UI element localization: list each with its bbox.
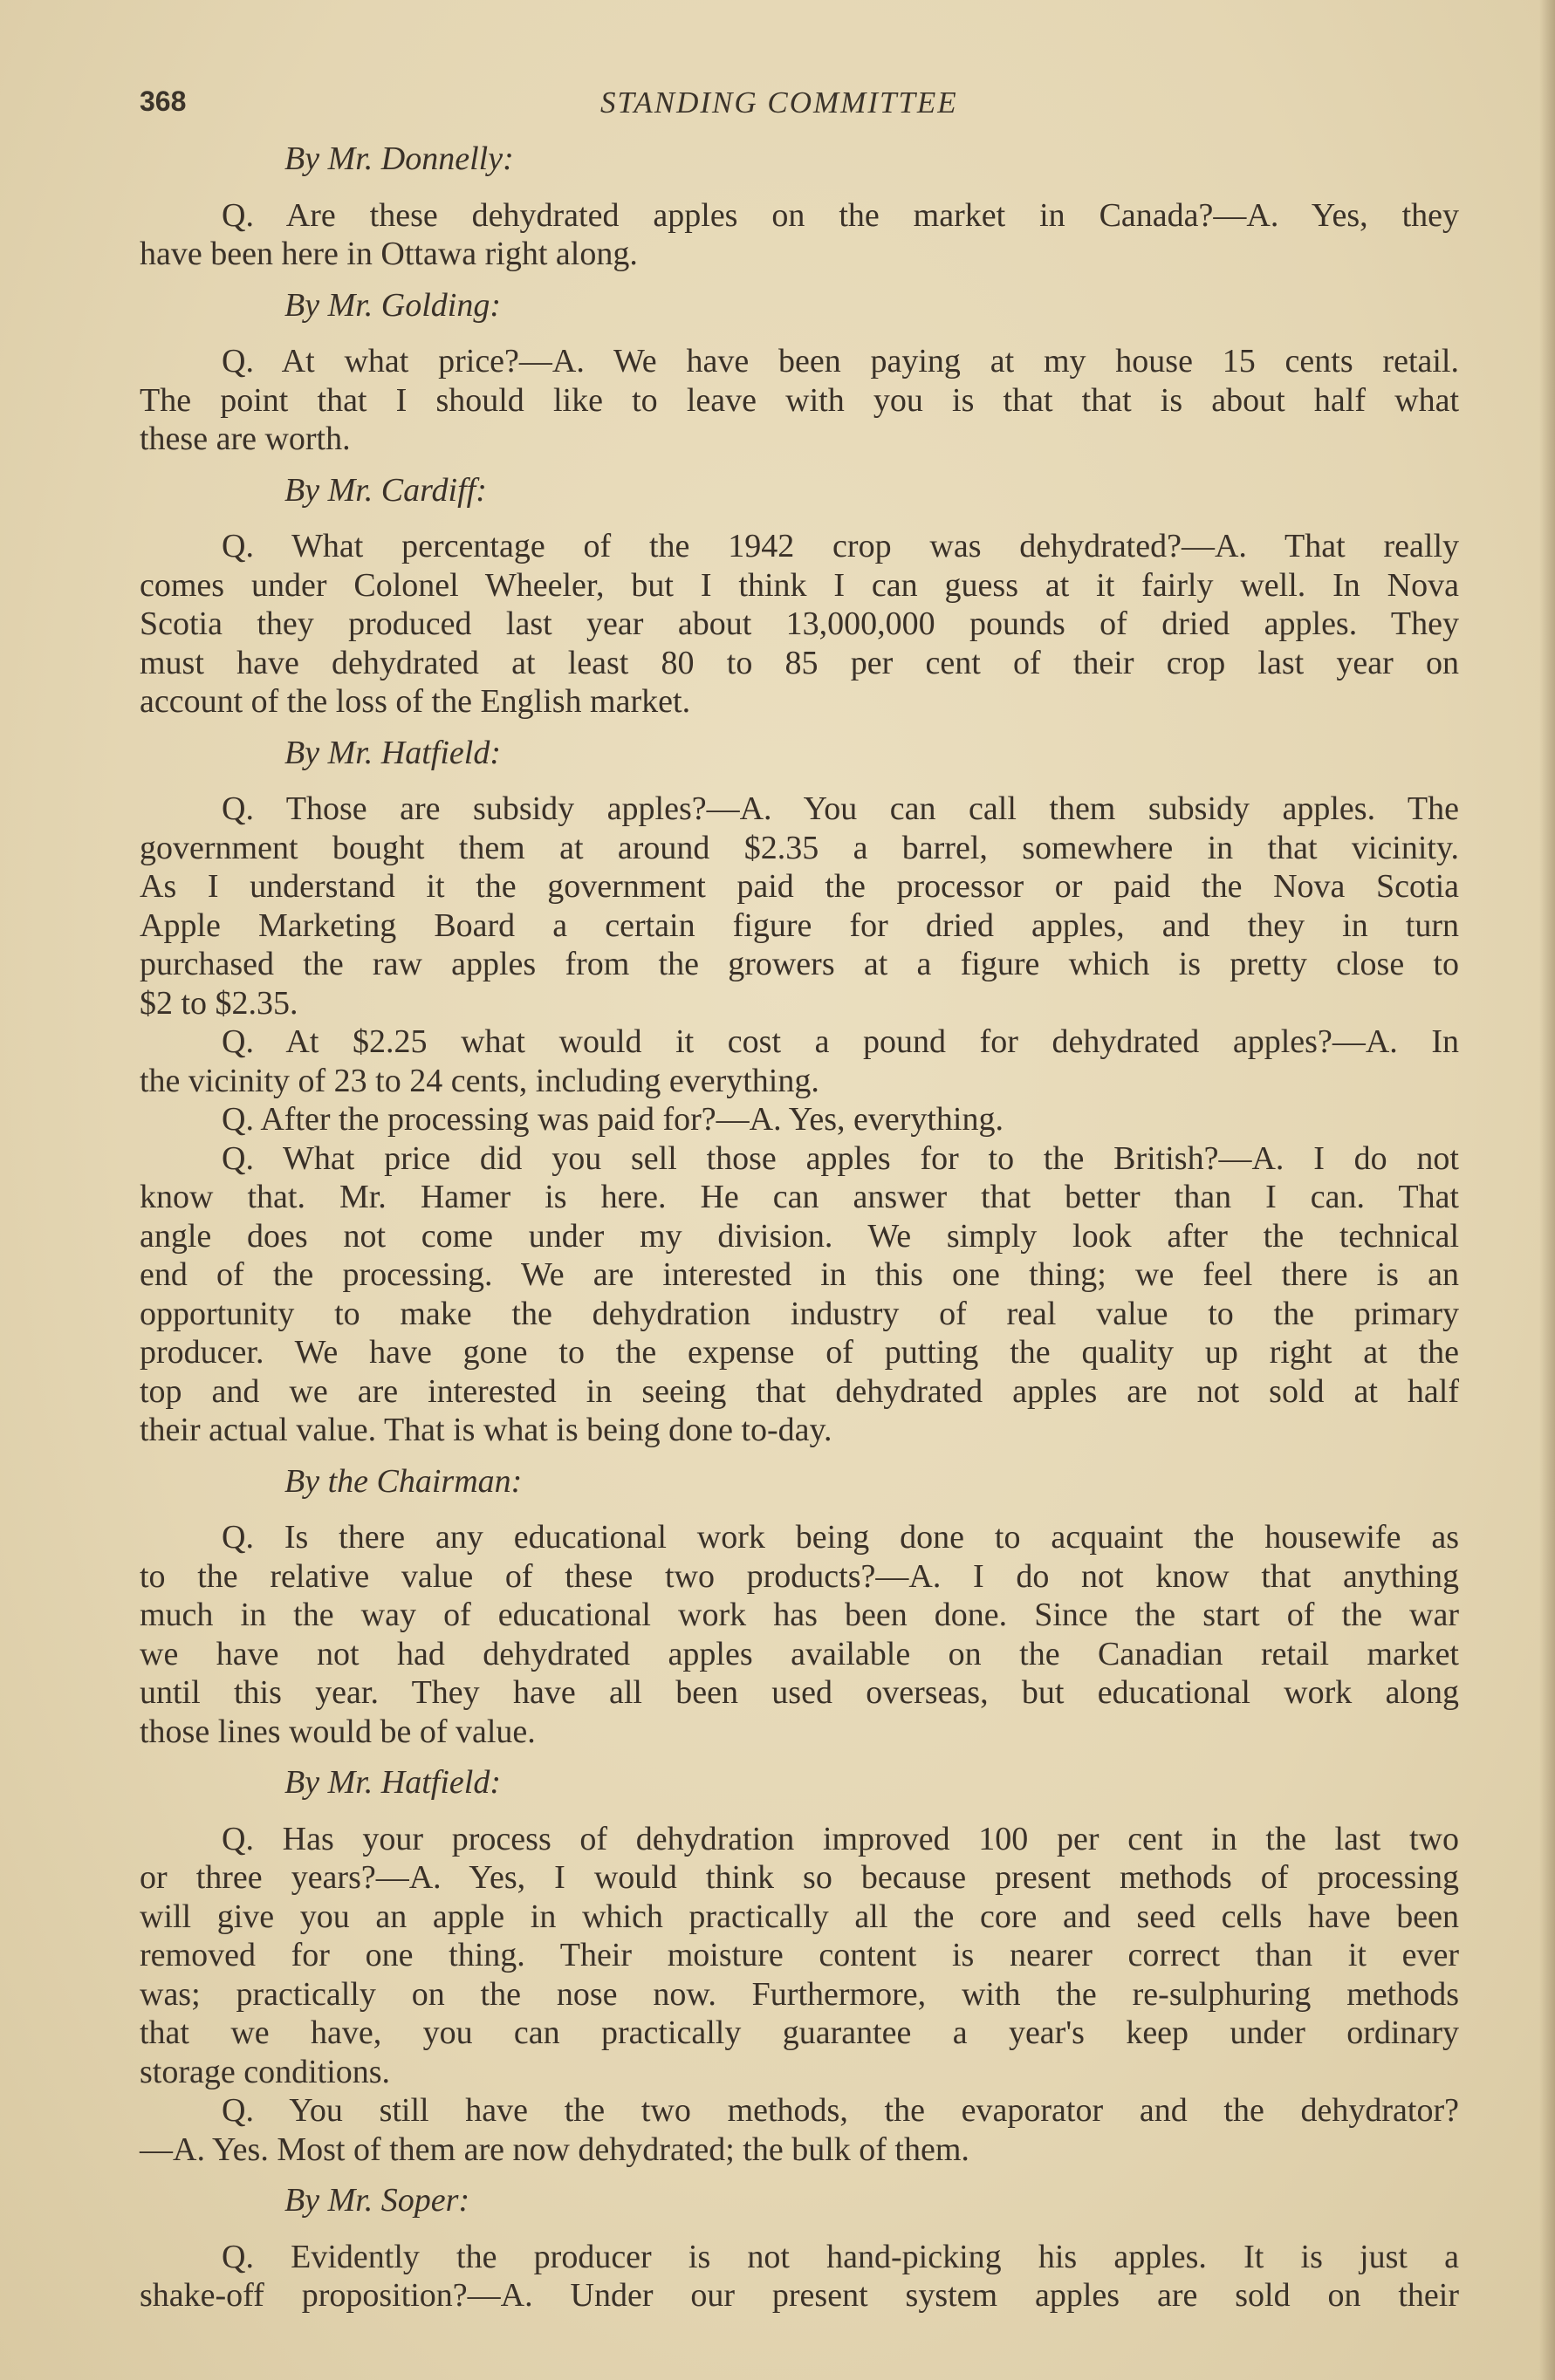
speaker-heading: By Mr. Hatfield: xyxy=(284,1764,502,1801)
text-line: top and we are interested in seeing that dehydrated apples are not sold at half xyxy=(140,1372,1459,1410)
speaker-heading: By Mr. Hatfield: xyxy=(284,734,502,771)
text-line: account of the loss of the English market. xyxy=(140,683,691,720)
text-line: —A. Yes. Most of them are now dehydrated; the bulk of them. xyxy=(140,2130,969,2168)
text-line: Q. Those are subsidy apples?—A. You can call them subsidy apples. The xyxy=(222,790,1459,827)
text-line: we have not had dehydrated apples available on the Canadian retail market xyxy=(140,1635,1459,1672)
question-answer-paragraph xyxy=(140,342,1459,459)
text-line: purchased the raw apples from the growers at a figure which is pretty close to xyxy=(140,946,1459,982)
text-line: must have dehydrated at least 80 to 85 per cent of their crop last year on xyxy=(140,644,1459,681)
text-line: comes under Colonel Wheeler, but I think I can guess at it fairly well. In Nova xyxy=(140,566,1459,604)
text-line: $2 to $2.35. xyxy=(140,984,298,1022)
text-line: those lines would be of value. xyxy=(140,1713,536,1750)
text-line: will give you an apple in which practically all the core and seed cells have been xyxy=(140,1898,1459,1935)
text-line: end of the processing. We are interested in this one thing; we feel there is an xyxy=(140,1256,1459,1293)
text-line: or three years?—A. Yes, I would think so because present methods of processing xyxy=(140,1859,1459,1896)
text-line: Q. Evidently the producer is not hand-picking his apples. It is just a xyxy=(222,2238,1459,2275)
transcript-body xyxy=(140,140,1459,2315)
text-line: the vicinity of 23 to 24 cents, including everything. xyxy=(140,1062,819,1099)
text-line: Q. At what price?—A. We have been paying at my house 15 cents retail. xyxy=(222,343,1459,380)
speaker-heading: By Mr. Cardiff: xyxy=(284,471,487,509)
text-line: Q. Are these dehydrated apples on the market in Canada?—A. Yes, they xyxy=(222,196,1459,234)
text-line: shake-off proposition?—A. Under our present system apples are sold on their xyxy=(140,2277,1459,2314)
question-answer-paragraph xyxy=(140,790,1459,1022)
text-line: that we have, you can practically guarantee a year's keep under ordinary xyxy=(140,2014,1459,2051)
text-line: Q. After the processing was paid for?—A. Yes, everything. xyxy=(222,1101,1004,1138)
question-answer-paragraph xyxy=(140,1518,1459,1751)
text-line: Q. What price did you sell those apples for to the British?—A. I do not xyxy=(222,1139,1459,1177)
speaker-heading: By Mr. Soper: xyxy=(284,2182,470,2219)
text-line: was; practically on the nose now. Furthermore, with the re-sulphuring methods xyxy=(140,1975,1459,2013)
running-head: STANDING COMMITTEE xyxy=(600,85,958,120)
text-line: much in the way of educational work has been done. Since the start of the war xyxy=(140,1597,1459,1633)
question-answer-paragraph xyxy=(140,1022,1459,1100)
text-line: removed for one thing. Their moisture content is nearer correct than it ever xyxy=(140,1937,1459,1973)
question-answer-paragraph xyxy=(140,1820,1459,2092)
page-edge-shadow xyxy=(1539,0,1555,2380)
text-line: angle does not come under my division. We simply look after the technical xyxy=(140,1217,1459,1255)
text-line: storage conditions. xyxy=(140,2053,391,2090)
text-line: Q. What percentage of the 1942 crop was dehydrated?—A. That really xyxy=(222,528,1459,564)
text-line: their actual value. That is what is being done to-day. xyxy=(140,1412,832,1448)
question-answer-paragraph xyxy=(140,2091,1459,2169)
text-line: Scotia they produced last year about 13,000,000 pounds of dried apples. They xyxy=(140,605,1459,642)
text-line: know that. Mr. Hamer is here. He can answer that better than I can. That xyxy=(140,1179,1459,1215)
text-line: opportunity to make the dehydration industry of real value to the primary xyxy=(140,1295,1459,1332)
text-line: to the relative value of these two products?—A. I do not know that anything xyxy=(140,1557,1459,1595)
question-answer-paragraph xyxy=(140,527,1459,722)
question-answer-paragraph xyxy=(140,2238,1459,2315)
speaker-heading: By Mr. Golding: xyxy=(284,286,502,324)
text-line: As I understand it the government paid the processor or paid the Nova Scotia xyxy=(140,868,1459,905)
text-line: have been here in Ottawa right along. xyxy=(140,236,638,272)
page-number: 368 xyxy=(140,85,187,117)
text-line: Q. At $2.25 what would it cost a pound for dehydrated apples?—A. In xyxy=(222,1023,1459,1060)
text-line: Q. Has your process of dehydration improved 100 per cent in the last two xyxy=(222,1820,1459,1857)
text-line: Q. Is there any educational work being done to acquaint the housewife as xyxy=(222,1519,1459,1556)
text-line: these are worth. xyxy=(140,421,351,457)
text-line: Q. You still have the two methods, the evaporator and the dehydrator? xyxy=(222,2092,1459,2129)
text-line: producer. We have gone to the expense of putting the quality up right at the xyxy=(140,1334,1459,1371)
text-line: Apple Marketing Board a certain figure for dried apples, and they in turn xyxy=(140,906,1459,944)
text-line: until this year. They have all been used overseas, but educational work along xyxy=(140,1674,1459,1711)
question-answer-paragraph xyxy=(140,1139,1459,1450)
speaker-heading: By the Chairman: xyxy=(284,1462,523,1500)
text-line: government bought them at around $2.35 a barrel, somewhere in that vicinity. xyxy=(140,829,1459,866)
question-answer-paragraph xyxy=(140,196,1459,274)
speaker-heading: By Mr. Donnelly: xyxy=(284,140,514,177)
text-line: The point that I should like to leave with you is that that is about half what xyxy=(140,381,1459,419)
question-answer-paragraph xyxy=(140,1100,1459,1139)
